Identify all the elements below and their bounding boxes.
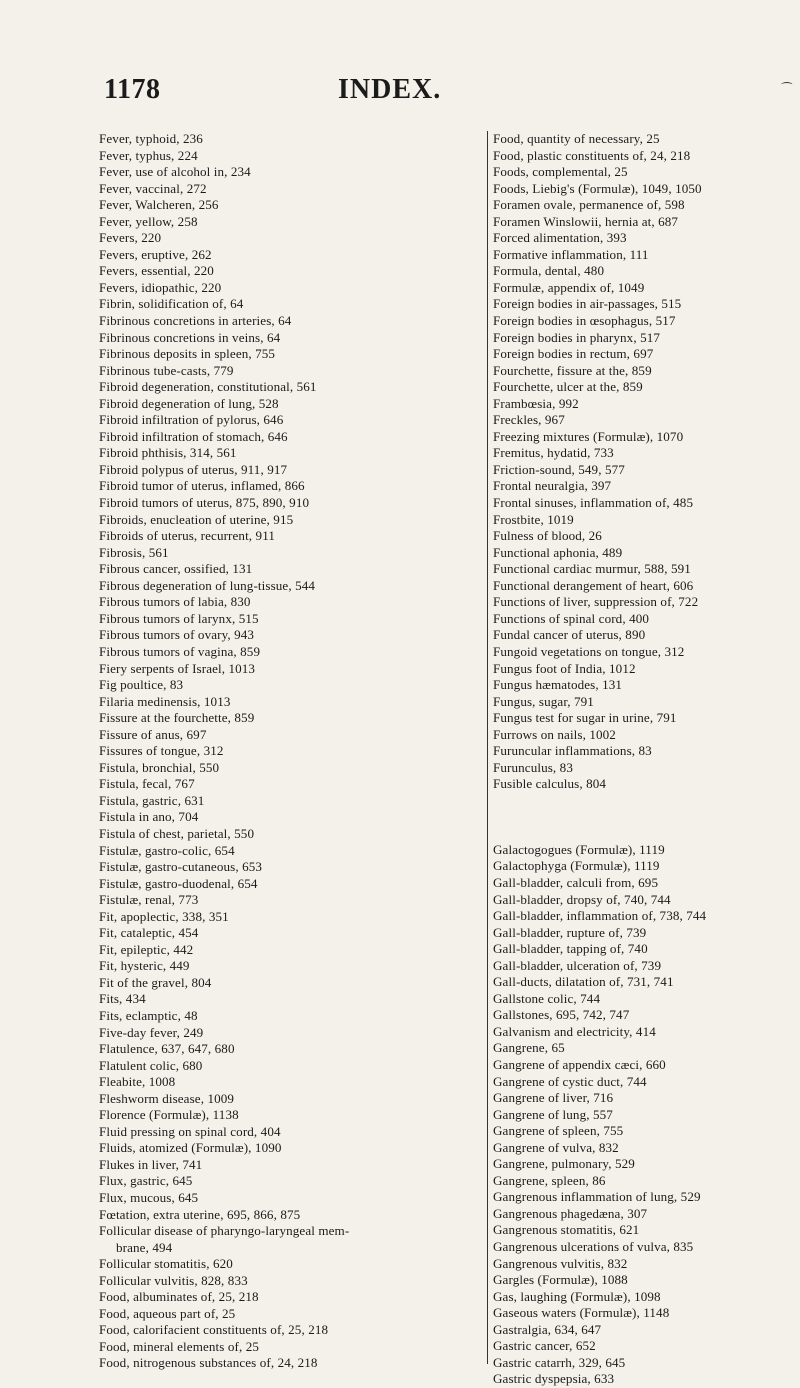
index-entry: Fibroid degeneration of lung, 528	[99, 395, 279, 411]
index-entry: Galactophyga (Formulæ), 1119	[493, 858, 660, 874]
index-entry: Galactogogues (Formulæ), 1119	[493, 841, 665, 857]
index-entry: Food, calorifacient constituents of, 25, 218	[99, 1322, 329, 1338]
index-entry: Gangrenous inflammation of lung, 529	[493, 1189, 701, 1205]
index-entry: Fevers, 220	[99, 230, 162, 246]
index-entry: Fistula, bronchial, 550	[99, 759, 220, 775]
index-entry: Fungus foot of India, 1012	[493, 660, 636, 676]
index-entry: Gangrenous ulcerations of vulva, 835	[493, 1239, 694, 1254]
index-entry: Food, albuminates of, 25, 218	[99, 1289, 259, 1305]
index-entry: Gas, laughing (Formulæ), 1098	[493, 1288, 661, 1304]
index-entry: Fits, 434	[99, 991, 146, 1007]
index-entry: Fit of the gravel, 804	[99, 974, 212, 990]
index-entry: Fever, yellow, 258	[99, 213, 198, 229]
index-entry: Follicular stomatitis, 620	[99, 1256, 233, 1272]
index-entry: Fit, hysteric, 449	[99, 958, 190, 974]
index-entry: Fistula in ano, 704	[99, 809, 199, 825]
index-entry: Fungus test for sugar in urine, 791	[493, 710, 677, 726]
index-entry: Formulæ, appendix of, 1049	[493, 279, 645, 295]
index-entry: Food, mineral elements of, 25	[99, 1338, 259, 1354]
page-title: INDEX.	[338, 74, 442, 105]
index-entry: Fibrinous concretions in arteries, 64	[99, 313, 292, 329]
index-entry: Flatulence, 637, 647, 680	[99, 1041, 235, 1057]
index-entry: Fibroid phthisis, 314, 561	[99, 445, 237, 461]
index-entry: Gastric dyspepsia, 633	[493, 1371, 615, 1387]
index-entry: Foramen ovale, permanence of, 598	[493, 197, 685, 213]
index-entry: Fluids, atomized (Formulæ), 1090	[99, 1140, 282, 1156]
index-entry: Fremitus, hydatid, 733	[493, 445, 614, 461]
index-entry: Fibrosis, 561	[99, 544, 169, 560]
index-entry: Fluid pressing on spinal cord, 404	[99, 1123, 281, 1139]
index-entry: Fever, typhus, 224	[99, 147, 198, 163]
index-entry: Gallstone colic, 744	[493, 990, 601, 1006]
index-entry: Fourchette, fissure at the, 859	[493, 362, 652, 378]
index-entry: Fistulæ, renal, 773	[99, 892, 199, 908]
page-header	[0, 74, 800, 114]
index-entry: Fibrous tumors of labia, 830	[99, 594, 251, 610]
index-entry: Florence (Formulæ), 1138	[99, 1107, 239, 1123]
index-entry: Fever, vaccinal, 272	[99, 180, 207, 196]
index-entry: Fevers, essential, 220	[99, 263, 214, 279]
index-entry: Functions of spinal cord, 400	[493, 610, 650, 626]
index-entry: Fissures of tongue, 312	[99, 743, 224, 759]
index-entry: Fistula, fecal, 767	[99, 776, 195, 792]
index-entry: Fever, use of alcohol in, 234	[99, 164, 251, 180]
index-entry: Follicular vulvitis, 828, 833	[99, 1272, 248, 1288]
index-entry: Functional derangement of heart, 606	[493, 577, 694, 593]
index-entry: Gall-bladder, calculi from, 695	[493, 874, 659, 890]
index-entry: Gangrene, spleen, 86	[493, 1172, 606, 1188]
index-entry: Gangrene, pulmonary, 529	[493, 1156, 635, 1172]
index-entry: Fibroids of uterus, recurrent, 911	[99, 528, 276, 544]
index-entry: Fungus hæmatodes, 131	[493, 677, 623, 693]
index-entry: Fibroid infiltration of pylorus, 646	[99, 412, 284, 428]
index-entry: Friction-sound, 549, 577	[493, 461, 625, 477]
index-entry: Gangrenous vulvitis, 832	[493, 1255, 628, 1271]
index-entry: Foods, complemental, 25	[493, 164, 628, 180]
index-entry: Fibrous cancer, ossified, 131	[99, 561, 253, 577]
index-entry: Fibrous degeneration of lung-tissue, 544	[99, 577, 316, 593]
index-entry: Frostbite, 1019	[493, 511, 574, 527]
index-entry: Fibrous tumors of larynx, 515	[99, 610, 259, 626]
index-entry: Gangrenous stomatitis, 621	[493, 1222, 640, 1238]
index-entry: Fistulæ, gastro-cutaneous, 653	[99, 859, 263, 875]
index-entry: Frambœsia, 992	[493, 395, 579, 411]
index-entry: Fistulæ, gastro-duodenal, 654	[99, 875, 258, 891]
index-entry: Fibrin, solidification of, 64	[99, 296, 244, 312]
index-entry: Gastric catarrh, 329, 645	[493, 1354, 626, 1370]
index-entry: Fibrinous deposits in spleen, 755	[99, 346, 276, 362]
index-entry: Fibrous tumors of vagina, 859	[99, 643, 261, 659]
index-entry: Fundal cancer of uterus, 890	[493, 627, 646, 643]
index-entry: Gall-bladder, inflammation of, 738, 744	[493, 908, 707, 924]
index-entry: Gangrene of lung, 557	[493, 1106, 613, 1122]
index-entry: Follicular disease of pharyngo-laryngeal mem-	[99, 1223, 350, 1239]
index-entry: Fibroid tumor of uterus, inflamed, 866	[99, 478, 305, 494]
index-entry: Frontal sinuses, inflammation of, 485	[493, 495, 694, 511]
index-entry: Functional cardiac murmur, 588, 591	[493, 561, 691, 577]
index-entry: Gangrene of cystic duct, 744	[493, 1073, 647, 1089]
index-entry: Gall-bladder, ulceration of, 739	[493, 957, 662, 973]
index-entry: Food, nitrogenous substances of, 24, 218	[99, 1355, 318, 1371]
index-entry: Freckles, 967	[493, 412, 565, 428]
page-number: 1178	[104, 74, 161, 105]
index-entry: Gargles (Formulæ), 1088	[493, 1272, 628, 1288]
index-entry: Flatulent colic, 680	[99, 1057, 203, 1073]
index-entry: Fourchette, ulcer at the, 859	[493, 379, 643, 395]
index-entry: Fibrinous concretions in veins, 64	[99, 329, 281, 345]
index-entry: Formative inflammation, 111	[493, 246, 649, 262]
index-entry: Functions of liver, suppression of, 722	[493, 594, 699, 610]
index-entry: Fevers, eruptive, 262	[99, 246, 212, 262]
index-entry: Gangrene of spleen, 755	[493, 1123, 624, 1139]
index-entry: Gall-bladder, dropsy of, 740, 744	[493, 891, 671, 907]
index-entry: Fit, apoplectic, 338, 351	[99, 908, 229, 924]
index-entry: Fistulæ, gastro-colic, 654	[99, 842, 235, 858]
index-entry: Formula, dental, 480	[493, 263, 605, 279]
index-entry: Fibroids, enucleation of uterine, 915	[99, 511, 294, 527]
index-entry: Fungoid vegetations on tongue, 312	[493, 643, 685, 659]
index-entry: Fungus, sugar, 791	[493, 693, 594, 709]
index-entry: Fig poultice, 83	[99, 677, 184, 693]
index-entry: Flux, gastric, 645	[99, 1173, 193, 1189]
index-entry: Fever, typhoid, 236	[99, 131, 203, 146]
index-entry: Fistula, gastric, 631	[99, 792, 205, 808]
index-entry: Furunculus, 83	[493, 759, 573, 775]
index-entry: Fibrous tumors of ovary, 943	[99, 627, 255, 643]
index-entry: Fibroid infiltration of stomach, 646	[99, 428, 288, 444]
index-entry: Foreign bodies in œsophagus, 517	[493, 313, 676, 329]
corner-mark: ⁀	[782, 82, 792, 96]
index-entry: Fit, epileptic, 442	[99, 941, 194, 957]
index-entry: Gallstones, 695, 742, 747	[493, 1007, 630, 1023]
index-entry: Fœtation, extra uterine, 695, 866, 875	[99, 1206, 301, 1222]
index-entry: Fulness of blood, 26	[493, 528, 602, 544]
index-entry: Flux, mucous, 645	[99, 1190, 199, 1205]
index-entry: Gangrenous phagedæna, 307	[493, 1205, 648, 1221]
index-entry: Fissure of anus, 697	[99, 726, 207, 742]
index-entry: Food, aqueous part of, 25	[99, 1305, 236, 1321]
index-entry: Frontal neuralgia, 397	[493, 478, 612, 494]
index-entry: Filaria medinensis, 1013	[99, 693, 231, 709]
index-entry: Fusible calculus, 804	[493, 776, 607, 792]
index-entry: Gastric cancer, 652	[493, 1338, 596, 1354]
index-entry: Freezing mixtures (Formulæ), 1070	[493, 428, 684, 444]
index-entry: Fibroid degeneration, constitutional, 561	[99, 379, 317, 395]
index-entry: Fissure at the fourchette, 859	[99, 710, 255, 726]
f-entries	[493, 131, 793, 793]
index-entry: Fevers, idiopathic, 220	[99, 279, 222, 295]
index-entry: Galvanism and electricity, 414	[493, 1023, 656, 1039]
index-entry: Foreign bodies in rectum, 697	[493, 346, 654, 362]
index-entry: brane, 494	[116, 1239, 173, 1255]
index-entry: Fibroid polypus of uterus, 911, 917	[99, 461, 288, 477]
index-entry: Forced alimentation, 393	[493, 230, 627, 246]
section-gap	[493, 793, 793, 842]
index-entry: Food, quantity of necessary, 25	[493, 131, 660, 146]
index-entry: Fibrinous tube-casts, 779	[99, 362, 234, 378]
index-entry: Foramen Winslowii, hernia at, 687	[493, 213, 679, 229]
index-entry: Gangrene of liver, 716	[493, 1090, 614, 1106]
index-entry: Gaseous waters (Formulæ), 1148	[493, 1305, 670, 1321]
index-entry: Furrows on nails, 1002	[493, 726, 616, 742]
index-entry: Foreign bodies in pharynx, 517	[493, 329, 661, 345]
index-entry: Fever, Walcheren, 256	[99, 197, 219, 213]
index-entry: Fleabite, 1008	[99, 1074, 176, 1090]
g-entries	[493, 842, 793, 1388]
index-entry: Fiery serpents of Israel, 1013	[99, 660, 256, 676]
index-entry: Gall-bladder, tapping of, 740	[493, 941, 648, 957]
index-entry: Furuncular inflammations, 83	[493, 743, 652, 759]
index-entry: Functional aphonia, 489	[493, 544, 623, 560]
index-entry: Fit, cataleptic, 454	[99, 925, 199, 941]
index-entry: Gangrene, 65	[493, 1040, 565, 1056]
index-entry: Flukes in liver, 741	[99, 1156, 203, 1172]
left-index-column	[99, 131, 419, 1372]
index-entry: Foreign bodies in air-passages, 515	[493, 296, 682, 312]
index-entry: Food, plastic constituents of, 24, 218	[493, 147, 691, 163]
index-entry: Fibroid tumors of uterus, 875, 890, 910	[99, 495, 310, 511]
index-entry: Gastralgia, 634, 647	[493, 1321, 602, 1337]
index-entry: Fits, eclamptic, 48	[99, 1007, 198, 1023]
index-entry: Gangrene of appendix cæci, 660	[493, 1056, 666, 1072]
index-entry: Five-day fever, 249	[99, 1024, 204, 1040]
index-entry: Gall-bladder, rupture of, 739	[493, 924, 647, 940]
index-entry: Gall-ducts, dilatation of, 731, 741	[493, 974, 674, 990]
right-index-column	[487, 131, 793, 1387]
index-entry: Gangrene of vulva, 832	[493, 1139, 619, 1155]
index-entry: Foods, Liebig's (Formulæ), 1049, 1050	[493, 180, 702, 196]
index-entry: Fistula of chest, parietal, 550	[99, 825, 255, 841]
index-entry: Fleshworm disease, 1009	[99, 1090, 235, 1106]
